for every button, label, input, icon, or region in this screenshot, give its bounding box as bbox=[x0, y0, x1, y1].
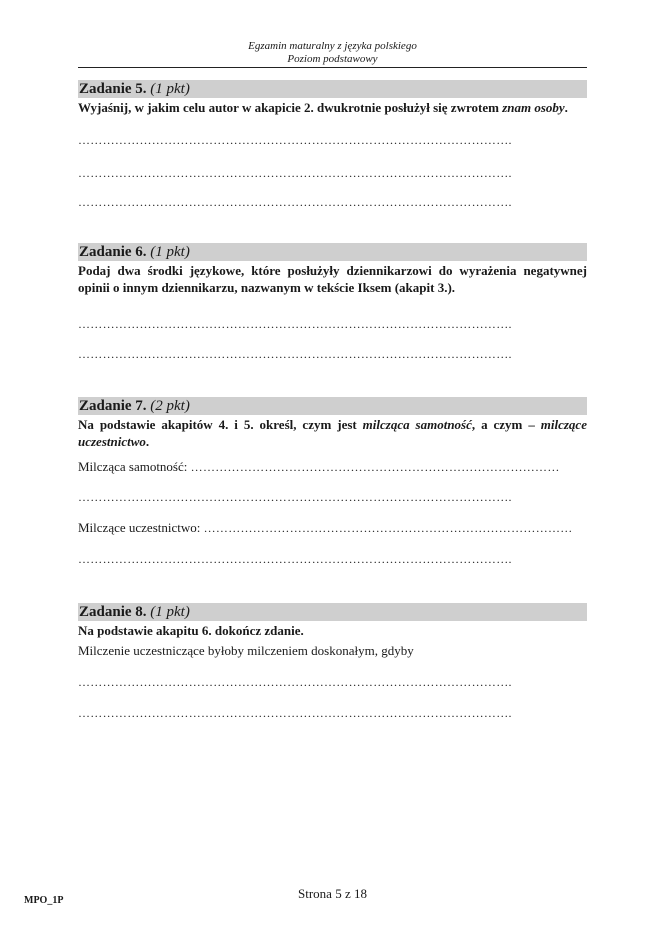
answer-line[interactable]: ……………………………………………………………………………… bbox=[190, 460, 560, 474]
answer-line[interactable]: ……………………………………………………………………………………………. bbox=[78, 133, 512, 147]
task-7-label-2: Milczące uczestnictwo: bbox=[78, 520, 201, 535]
task-5-title: Zadanie 5. bbox=[79, 81, 147, 97]
answer-line[interactable]: ……………………………………………………………………………………………. bbox=[78, 706, 512, 720]
task-6 bbox=[78, 243, 587, 361]
task-7-instruction-end: . bbox=[145, 434, 150, 449]
task-7-answer-1[interactable] bbox=[78, 459, 587, 475]
exam-code: MPO_1P bbox=[24, 895, 64, 906]
task-7-header bbox=[78, 397, 587, 415]
task-6-points: (1 pkt) bbox=[150, 244, 190, 260]
answer-line[interactable]: ……………………………………………………………………………………………. bbox=[78, 347, 512, 361]
task-8-title: Zadanie 8. bbox=[79, 604, 147, 620]
task-5-instruction-phrase: znam osoby bbox=[502, 100, 565, 115]
page-header bbox=[78, 40, 587, 66]
task-6-instruction: Podaj dwa środki językowe, które posłużyły dziennikarzowi do wyrażenia negatywnej opinii o innym dziennikarzu, nazwanym w tekście Iksem (akapit 3.). bbox=[78, 263, 587, 295]
page-number: Strona 5 z 18 bbox=[298, 886, 367, 901]
task-5-instruction bbox=[78, 99, 587, 116]
task-7-answer-2[interactable] bbox=[78, 520, 587, 536]
task-7 bbox=[78, 397, 587, 566]
answer-line[interactable]: ……………………………………………………………………………………………. bbox=[78, 552, 512, 566]
task-5-instruction-text: Wyjaśnij, w jakim celu autor w akapicie 2. dwukrotnie posłużył się zwrotem bbox=[78, 100, 503, 115]
task-8 bbox=[78, 603, 587, 720]
exam-level: Poziom podstawowy bbox=[287, 53, 378, 65]
answer-line[interactable]: ……………………………………………………………………………………………. bbox=[78, 490, 512, 504]
answer-line[interactable]: ……………………………………………………………………………………………. bbox=[78, 195, 512, 209]
task-6-header bbox=[78, 243, 587, 261]
task-5-header bbox=[78, 80, 587, 98]
task-7-term-2: milczące uczestnictwo bbox=[78, 417, 587, 449]
answer-line[interactable]: ……………………………………………………………………………………………. bbox=[78, 675, 512, 689]
task-8-prompt: Milczenie uczestniczące byłoby milczeniem doskonałym, gdyby bbox=[78, 643, 414, 658]
task-5-points: (1 pkt) bbox=[150, 81, 190, 97]
task-8-points: (1 pkt) bbox=[150, 604, 190, 620]
task-7-term-1: milcząca samotność bbox=[362, 417, 472, 432]
task-6-title: Zadanie 6. bbox=[79, 244, 147, 260]
task-7-points: (2 pkt) bbox=[150, 398, 190, 414]
exam-title: Egzamin maturalny z języka polskiego bbox=[248, 40, 417, 52]
header-divider bbox=[78, 67, 587, 68]
task-7-title: Zadanie 7. bbox=[79, 398, 147, 414]
answer-line[interactable]: ……………………………………………………………………………… bbox=[203, 521, 573, 535]
task-8-instruction: Na podstawie akapitu 6. dokończ zdanie. bbox=[78, 623, 304, 638]
task-7-label-1: Milcząca samotność: bbox=[78, 459, 188, 474]
answer-line[interactable]: ……………………………………………………………………………………………. bbox=[78, 166, 512, 180]
task-5 bbox=[78, 80, 587, 209]
task-7-instruction bbox=[78, 416, 587, 450]
answer-line[interactable]: ……………………………………………………………………………………………. bbox=[78, 317, 512, 331]
task-7-instruction-mid: , a czym – bbox=[471, 417, 541, 432]
task-5-instruction-end: . bbox=[564, 100, 568, 115]
task-8-header bbox=[78, 603, 587, 621]
task-7-instruction-text: Na podstawie akapitów 4. i 5. określ, czym jest bbox=[78, 417, 363, 432]
